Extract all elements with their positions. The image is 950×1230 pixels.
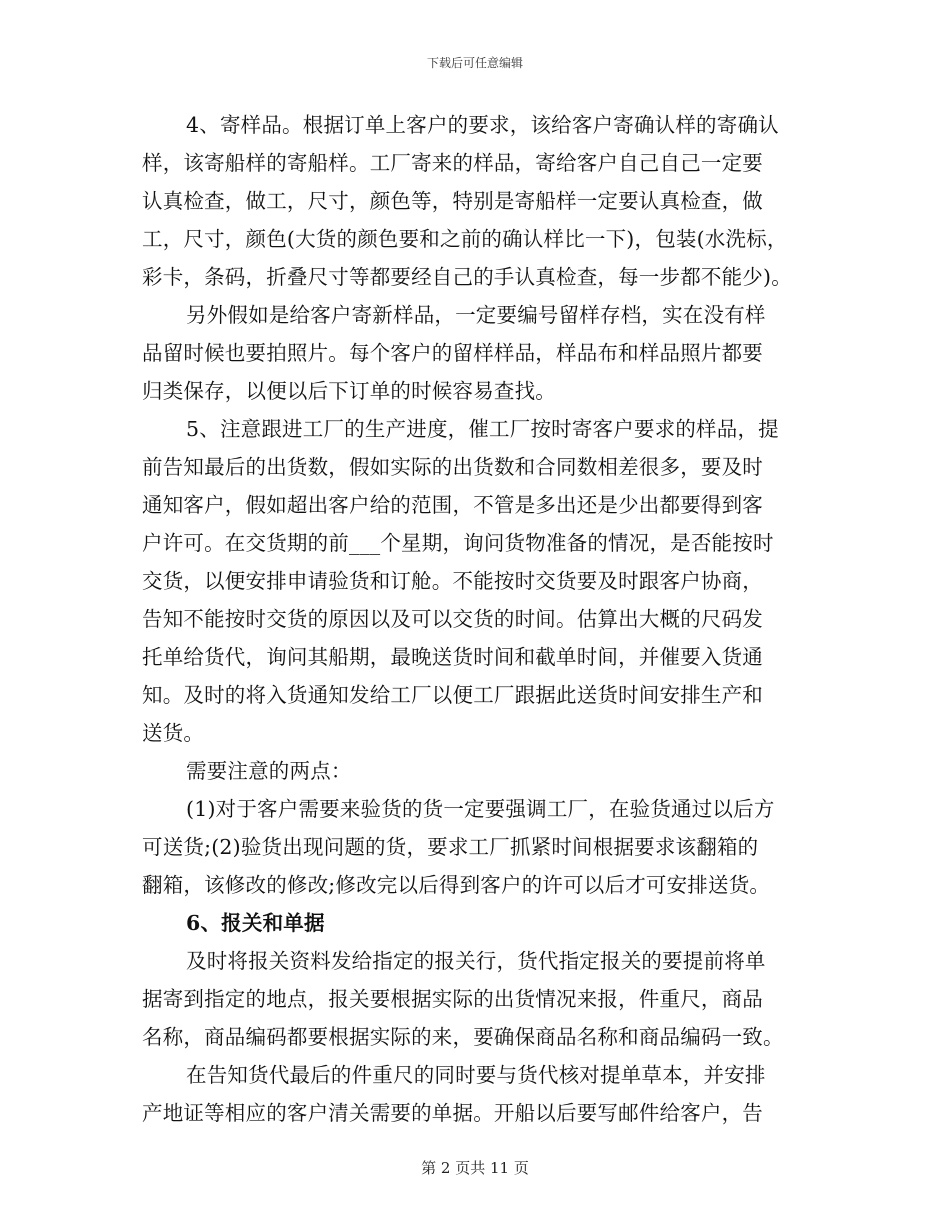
paragraph-line: 样，该寄船样的寄船样。工厂寄来的样品，寄给客户自己自己一定要 bbox=[142, 151, 763, 175]
paragraph-line: 告知不能按时交货的原因以及可以交货的时间。估算出大概的尺码发 bbox=[142, 607, 763, 631]
paragraph-line: 知。及时的将入货通知发给工厂以便工厂跟据此送货时间安排生产和 bbox=[142, 683, 763, 707]
paragraph-line: 产地证等相应的客户清关需要的单据。开船以后要写邮件给客户，告 bbox=[142, 1101, 763, 1125]
paragraph-line: 需要注意的两点： bbox=[186, 759, 352, 783]
paragraph-line: 可送货;(2)验货出现问题的货，要求工厂抓紧时间根据要求该翻箱的 bbox=[142, 835, 759, 859]
paragraph-line: 及时将报关资料发给指定的报关行，货代指定报关的要提前将单 bbox=[186, 949, 766, 973]
page-header: 下载后可任意编辑 bbox=[426, 56, 523, 70]
paragraph-line: 送货。 bbox=[142, 721, 205, 745]
paragraph-line: 户许可。在交货期的前___个星期，询问货物准备的情况，是否能按时 bbox=[142, 531, 774, 555]
paragraph-line: 通知客户，假如超出客户给的范围，不管是多出还是少出都要得到客 bbox=[142, 493, 763, 517]
paragraph-line: 工，尺寸，颜色(大货的颜色要和之前的确认样比一下)，包装(水洗标， bbox=[142, 227, 788, 251]
paragraph-line: 名称，商品编码都要根据实际的来，要确保商品名称和商品编码一致。 bbox=[142, 1025, 784, 1049]
paragraph-line: 5、注意跟进工厂的生产进度，催工厂按时寄客户要求的样品，提 bbox=[186, 417, 779, 441]
paragraph-line: 4、寄样品。根据订单上客户的要求，该给客户寄确认样的寄确认 bbox=[186, 113, 779, 137]
paragraph-line: 在告知货代最后的件重尺的同时要与货代核对提单草本，并安排 bbox=[186, 1063, 766, 1087]
paragraph-line: 认真检查，做工，尺寸，颜色等，特别是寄船样一定要认真检查，做 bbox=[142, 189, 763, 213]
paragraph-line: 交货，以便安排申请验货和订舱。不能按时交货要及时跟客户协商， bbox=[142, 569, 763, 593]
paragraph-line: 前告知最后的出货数，假如实际的出货数和合同数相差很多，要及时 bbox=[142, 455, 763, 479]
page-footer: 第 2 页共 11 页 bbox=[421, 1159, 529, 1177]
section-heading: 6、报关和单据 bbox=[186, 911, 325, 935]
paragraph-line: 归类保存，以便以后下订单的时候容易查找。 bbox=[142, 379, 556, 403]
paragraph-line: 托单给货代，询问其船期，最晚送货时间和截单时间，并催要入货通 bbox=[142, 645, 763, 669]
paragraph-line: 据寄到指定的地点，报关要根据实际的出货情况来报，件重尺，商品 bbox=[142, 987, 763, 1011]
paragraph-line: (1)对于客户需要来验货的货一定要强调工厂，在验货通过以后方 bbox=[186, 797, 775, 821]
paragraph-line: 彩卡，条码，折叠尺寸等都要经自己的手认真检查，每一步都不能少)。 bbox=[142, 265, 792, 289]
paragraph-line: 品留时候也要拍照片。每个客户的留样样品，样品布和样品照片都要 bbox=[142, 341, 763, 365]
paragraph-line: 翻箱，该修改的修改;修改完以后得到客户的许可以后才可安排送货。 bbox=[142, 873, 771, 897]
paragraph-line: 另外假如是给客户寄新样品，一定要编号留样存档，实在没有样 bbox=[186, 303, 766, 327]
